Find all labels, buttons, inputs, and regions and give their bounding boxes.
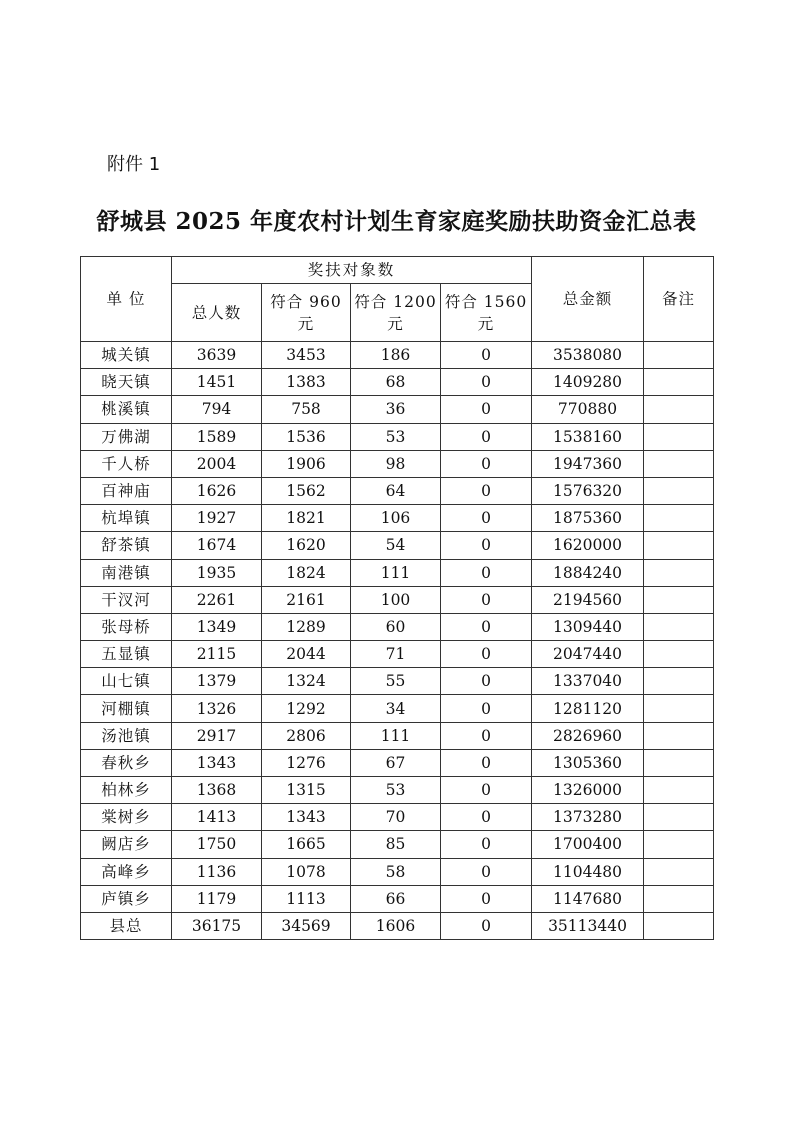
town-name-cell: 桃溪镇 (81, 396, 172, 423)
count-1560-cell: 0 (441, 559, 532, 586)
header-recipient-count: 奖扶对象数 (172, 257, 532, 284)
town-name-cell: 庐镇乡 (81, 885, 172, 912)
remark-cell (644, 369, 714, 396)
remark-cell (644, 912, 714, 939)
total-amount-cell: 1700400 (532, 831, 644, 858)
count-1560-cell: 0 (441, 477, 532, 504)
total-people-cell: 1413 (172, 804, 262, 831)
count-1200-cell: 53 (351, 423, 441, 450)
town-name-cell: 百神庙 (81, 477, 172, 504)
count-960-cell: 1906 (262, 450, 351, 477)
total-people-cell: 2115 (172, 641, 262, 668)
count-1200-cell: 71 (351, 641, 441, 668)
town-name-cell: 南港镇 (81, 559, 172, 586)
total-people-cell: 2004 (172, 450, 262, 477)
total-amount-cell: 1309440 (532, 613, 644, 640)
count-960-cell: 1315 (262, 777, 351, 804)
total-people-cell: 1626 (172, 477, 262, 504)
count-960-cell: 1078 (262, 858, 351, 885)
remark-cell (644, 450, 714, 477)
total-amount-cell: 770880 (532, 396, 644, 423)
count-1560-cell: 0 (441, 804, 532, 831)
count-960-cell: 1536 (262, 423, 351, 450)
count-1200-cell: 64 (351, 477, 441, 504)
town-name-cell: 晓天镇 (81, 369, 172, 396)
table-row (81, 369, 714, 396)
town-name-cell: 五显镇 (81, 641, 172, 668)
count-960-cell: 1620 (262, 532, 351, 559)
remark-cell (644, 559, 714, 586)
total-people-cell: 794 (172, 396, 262, 423)
total-amount-cell: 1875360 (532, 505, 644, 532)
total-amount-cell: 1576320 (532, 477, 644, 504)
remark-cell (644, 342, 714, 369)
table-row (81, 831, 714, 858)
total-people-cell: 2261 (172, 586, 262, 613)
count-960-cell: 1383 (262, 369, 351, 396)
table-row (81, 885, 714, 912)
count-1560-cell: 0 (441, 668, 532, 695)
table-row (81, 695, 714, 722)
town-name-cell: 干汊河 (81, 586, 172, 613)
count-960-cell: 1562 (262, 477, 351, 504)
total-amount-cell: 1337040 (532, 668, 644, 695)
count-1560-cell: 0 (441, 369, 532, 396)
town-name-cell: 舒茶镇 (81, 532, 172, 559)
total-people-cell: 1326 (172, 695, 262, 722)
count-1200-cell: 36 (351, 396, 441, 423)
town-name-cell: 河棚镇 (81, 695, 172, 722)
total-amount-cell: 35113440 (532, 912, 644, 939)
remark-cell (644, 804, 714, 831)
table-row (81, 450, 714, 477)
total-amount-cell: 1409280 (532, 369, 644, 396)
total-people-cell: 1927 (172, 505, 262, 532)
count-960-cell: 1343 (262, 804, 351, 831)
count-1200-cell: 186 (351, 342, 441, 369)
town-name-cell: 城关镇 (81, 342, 172, 369)
total-amount-cell: 1884240 (532, 559, 644, 586)
total-amount-cell: 2826960 (532, 722, 644, 749)
remark-cell (644, 749, 714, 776)
count-960-cell: 3453 (262, 342, 351, 369)
count-1560-cell: 0 (441, 777, 532, 804)
town-name-cell: 阙店乡 (81, 831, 172, 858)
table-row (81, 641, 714, 668)
town-name-cell: 春秋乡 (81, 749, 172, 776)
total-people-cell: 1750 (172, 831, 262, 858)
table-body (81, 342, 714, 940)
count-1560-cell: 0 (441, 613, 532, 640)
total-amount-cell: 1326000 (532, 777, 644, 804)
count-1200-cell: 67 (351, 749, 441, 776)
header-1200: 符合 1200 元 (351, 284, 441, 342)
town-name-cell: 千人桥 (81, 450, 172, 477)
count-1200-cell: 53 (351, 777, 441, 804)
header-1560: 符合 1560 元 (441, 284, 532, 342)
count-1200-cell: 100 (351, 586, 441, 613)
table-row (81, 532, 714, 559)
count-960-cell: 758 (262, 396, 351, 423)
town-name-cell: 汤池镇 (81, 722, 172, 749)
table-row (81, 858, 714, 885)
table-row (81, 586, 714, 613)
count-1200-cell: 54 (351, 532, 441, 559)
total-people-cell: 3639 (172, 342, 262, 369)
table-row (81, 559, 714, 586)
total-people-cell: 1136 (172, 858, 262, 885)
count-1560-cell: 0 (441, 505, 532, 532)
count-1200-cell: 111 (351, 722, 441, 749)
count-1200-cell: 70 (351, 804, 441, 831)
count-1560-cell: 0 (441, 858, 532, 885)
town-name-cell: 高峰乡 (81, 858, 172, 885)
table-row (81, 477, 714, 504)
count-960-cell: 1113 (262, 885, 351, 912)
remark-cell (644, 777, 714, 804)
total-amount-cell: 2194560 (532, 586, 644, 613)
table-row (81, 777, 714, 804)
count-1200-cell: 106 (351, 505, 441, 532)
total-people-cell: 1674 (172, 532, 262, 559)
count-960-cell: 1821 (262, 505, 351, 532)
total-people-cell: 1368 (172, 777, 262, 804)
count-960-cell: 34569 (262, 912, 351, 939)
total-amount-cell: 1538160 (532, 423, 644, 450)
town-name-cell: 棠树乡 (81, 804, 172, 831)
table-row (81, 342, 714, 369)
document-title: 舒城县 2025 年度农村计划生育家庭奖励扶助资金汇总表 (96, 208, 697, 235)
count-960-cell: 1289 (262, 613, 351, 640)
remark-cell (644, 858, 714, 885)
total-amount-cell: 1104480 (532, 858, 644, 885)
table-row (81, 668, 714, 695)
count-1200-cell: 85 (351, 831, 441, 858)
remark-cell (644, 695, 714, 722)
total-people-cell: 1343 (172, 749, 262, 776)
table-row (81, 613, 714, 640)
header-total-amount: 总金额 (532, 257, 644, 342)
count-960-cell: 1665 (262, 831, 351, 858)
total-people-cell: 1451 (172, 369, 262, 396)
total-amount-cell: 1620000 (532, 532, 644, 559)
count-1560-cell: 0 (441, 749, 532, 776)
total-people-cell: 1589 (172, 423, 262, 450)
header-total-people: 总人数 (172, 284, 262, 342)
total-people-cell: 36175 (172, 912, 262, 939)
count-1200-cell: 98 (351, 450, 441, 477)
remark-cell (644, 396, 714, 423)
count-1200-cell: 66 (351, 885, 441, 912)
count-1560-cell: 0 (441, 532, 532, 559)
table-row (81, 423, 714, 450)
count-960-cell: 2806 (262, 722, 351, 749)
count-1560-cell: 0 (441, 641, 532, 668)
remark-cell (644, 477, 714, 504)
count-1560-cell: 0 (441, 450, 532, 477)
remark-cell (644, 641, 714, 668)
count-1560-cell: 0 (441, 586, 532, 613)
table-row (81, 749, 714, 776)
remark-cell (644, 586, 714, 613)
total-people-cell: 1179 (172, 885, 262, 912)
total-amount-cell: 1947360 (532, 450, 644, 477)
town-name-cell: 县总 (81, 912, 172, 939)
town-name-cell: 山七镇 (81, 668, 172, 695)
town-name-cell: 张母桥 (81, 613, 172, 640)
total-amount-cell: 3538080 (532, 342, 644, 369)
remark-cell (644, 668, 714, 695)
summary-table (80, 256, 714, 940)
count-1200-cell: 68 (351, 369, 441, 396)
count-1200-cell: 55 (351, 668, 441, 695)
total-amount-cell: 1281120 (532, 695, 644, 722)
remark-cell (644, 532, 714, 559)
total-amount-cell: 1147680 (532, 885, 644, 912)
total-people-cell: 1935 (172, 559, 262, 586)
town-name-cell: 柏林乡 (81, 777, 172, 804)
header-960: 符合 960 元 (262, 284, 351, 342)
count-960-cell: 1324 (262, 668, 351, 695)
town-name-cell: 万佛湖 (81, 423, 172, 450)
total-amount-cell: 2047440 (532, 641, 644, 668)
total-people-cell: 1349 (172, 613, 262, 640)
count-960-cell: 1276 (262, 749, 351, 776)
count-1200-cell: 34 (351, 695, 441, 722)
total-row (81, 912, 714, 939)
count-1200-cell: 58 (351, 858, 441, 885)
table-row (81, 505, 714, 532)
count-1560-cell: 0 (441, 695, 532, 722)
count-1560-cell: 0 (441, 831, 532, 858)
town-name-cell: 杭埠镇 (81, 505, 172, 532)
count-1200-cell: 60 (351, 613, 441, 640)
count-960-cell: 2044 (262, 641, 351, 668)
count-960-cell: 1292 (262, 695, 351, 722)
table-row (81, 396, 714, 423)
count-1200-cell: 111 (351, 559, 441, 586)
table-row (81, 722, 714, 749)
count-1560-cell: 0 (441, 423, 532, 450)
remark-cell (644, 831, 714, 858)
count-960-cell: 1824 (262, 559, 351, 586)
count-1560-cell: 0 (441, 396, 532, 423)
remark-cell (644, 613, 714, 640)
count-1560-cell: 0 (441, 885, 532, 912)
total-amount-cell: 1373280 (532, 804, 644, 831)
header-remarks: 备注 (644, 257, 714, 342)
header-unit: 单 位 (81, 257, 172, 342)
count-1560-cell: 0 (441, 912, 532, 939)
count-1560-cell: 0 (441, 342, 532, 369)
table-row (81, 804, 714, 831)
count-1200-cell: 1606 (351, 912, 441, 939)
remark-cell (644, 722, 714, 749)
count-1560-cell: 0 (441, 722, 532, 749)
count-960-cell: 2161 (262, 586, 351, 613)
table-header (81, 257, 714, 342)
remark-cell (644, 423, 714, 450)
attachment-label: 附件 1 (107, 154, 161, 175)
remark-cell (644, 885, 714, 912)
total-people-cell: 2917 (172, 722, 262, 749)
remark-cell (644, 505, 714, 532)
total-people-cell: 1379 (172, 668, 262, 695)
total-amount-cell: 1305360 (532, 749, 644, 776)
